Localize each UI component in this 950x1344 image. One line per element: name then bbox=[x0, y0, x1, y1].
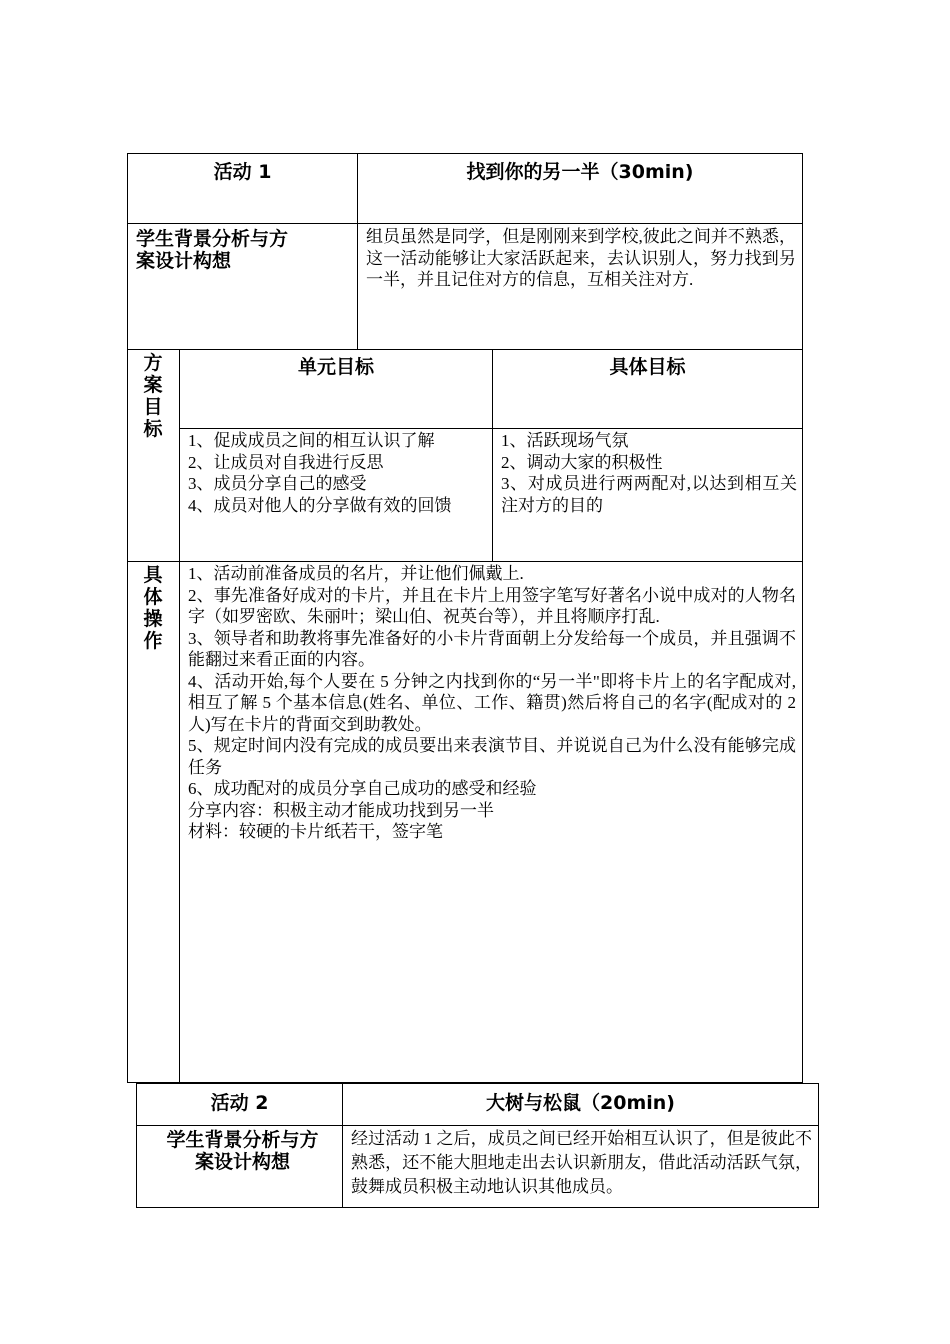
activity-1-name: 找到你的另一半（30min) bbox=[466, 161, 694, 183]
list-item: 4、成员对他人的分享做有效的回馈 bbox=[188, 495, 452, 515]
row-divider bbox=[136, 1125, 819, 1126]
materials: 材料：较硬的卡片纸若干，签字笔 bbox=[188, 822, 443, 841]
table-border bbox=[802, 153, 803, 1083]
specific-goal-title: 具体目标 bbox=[609, 356, 686, 378]
activity-1-title: 活动 1 bbox=[213, 161, 272, 183]
list-item: 3、领导者和助教将事先准备好的小卡片背面朝上分发给每一个成员，并且强调不能翻过来看正面的内容。 bbox=[188, 628, 796, 669]
unit-goal-title: 单元目标 bbox=[297, 356, 374, 378]
table-border bbox=[127, 153, 803, 154]
list-item: 4、活动开始,每个人要在 5 分钟之内找到你的“另一半"即将卡片上的名字配成对,相互了解 5 个基本信息(姓名、单位、工作、籍贯)然后将自己的名字(配成对的 2 人)写在卡片的背面交到助教处。 bbox=[188, 671, 796, 734]
background-label: 学生背景分析与方案设计构想 bbox=[166, 1129, 319, 1173]
activity-2-name: 大树与松鼠（20min) bbox=[486, 1092, 675, 1114]
row-divider bbox=[179, 428, 803, 429]
list-item: 2、事先准备好成对的卡片，并且在卡片上用签字笔写好著名小说中成对的人物名字（如罗密欧、朱丽叶；梁山伯、祝英台等），并且将顺序打乱. bbox=[188, 585, 796, 626]
specific-goals-list bbox=[501, 430, 797, 516]
share-content: 分享内容：积极主动才能成功找到另一半 bbox=[188, 800, 494, 820]
row-divider bbox=[127, 349, 803, 350]
list-item: 1、活动前准备成员的名片，并让他们佩戴上. bbox=[188, 564, 524, 583]
goals-side-label: 方案目标 bbox=[143, 352, 163, 440]
unit-goals-list bbox=[188, 430, 486, 516]
list-item: 5、规定时间内没有完成的成员要出来表演节目、并说说自己为什么没有能够完成任务 bbox=[188, 736, 796, 777]
list-item: 6、成功配对的成员分享自己成功的感受和经验 bbox=[188, 779, 537, 798]
list-item: 1、活跃现场气氛 bbox=[501, 431, 629, 450]
col-divider bbox=[179, 349, 180, 1083]
list-item: 3、对成员进行两两配对,以达到相互关注对方的目的 bbox=[501, 474, 797, 515]
operations-side-label: 具体操作 bbox=[143, 564, 163, 652]
list-item: 1、促成成员之间的相互认识了解 bbox=[188, 431, 435, 450]
row-divider bbox=[127, 223, 803, 224]
table-border bbox=[136, 1207, 819, 1208]
activity-2-title: 活动 2 bbox=[210, 1092, 269, 1114]
table-border bbox=[127, 153, 128, 1083]
background-text: 组员虽然是同学，但是刚刚来到学校,彼此之间并不熟悉，这一活动能够让大家活跃起来，去认识别人，努力找到另一半，并且记住对方的信息，互相关注对方. bbox=[366, 227, 796, 289]
operations-list bbox=[188, 563, 796, 843]
table-border bbox=[136, 1083, 819, 1084]
list-item: 3、成员分享自己的感受 bbox=[188, 474, 367, 493]
background-label: 学生背景分析与方案设计构想 bbox=[136, 228, 289, 272]
background-text: 经过活动 1 之后，成员之间已经开始相互认识了，但是彼此不熟悉，还不能大胆地走出去认识新朋友，借此活动活跃气氛，鼓舞成员积极主动地认识其他成员。 bbox=[351, 1129, 812, 1196]
row-divider bbox=[127, 561, 803, 562]
list-item: 2、让成员对自我进行反思 bbox=[188, 452, 384, 472]
list-item: 2、调动大家的积极性 bbox=[501, 452, 663, 472]
col-divider bbox=[492, 349, 493, 562]
table-border bbox=[818, 1083, 819, 1208]
